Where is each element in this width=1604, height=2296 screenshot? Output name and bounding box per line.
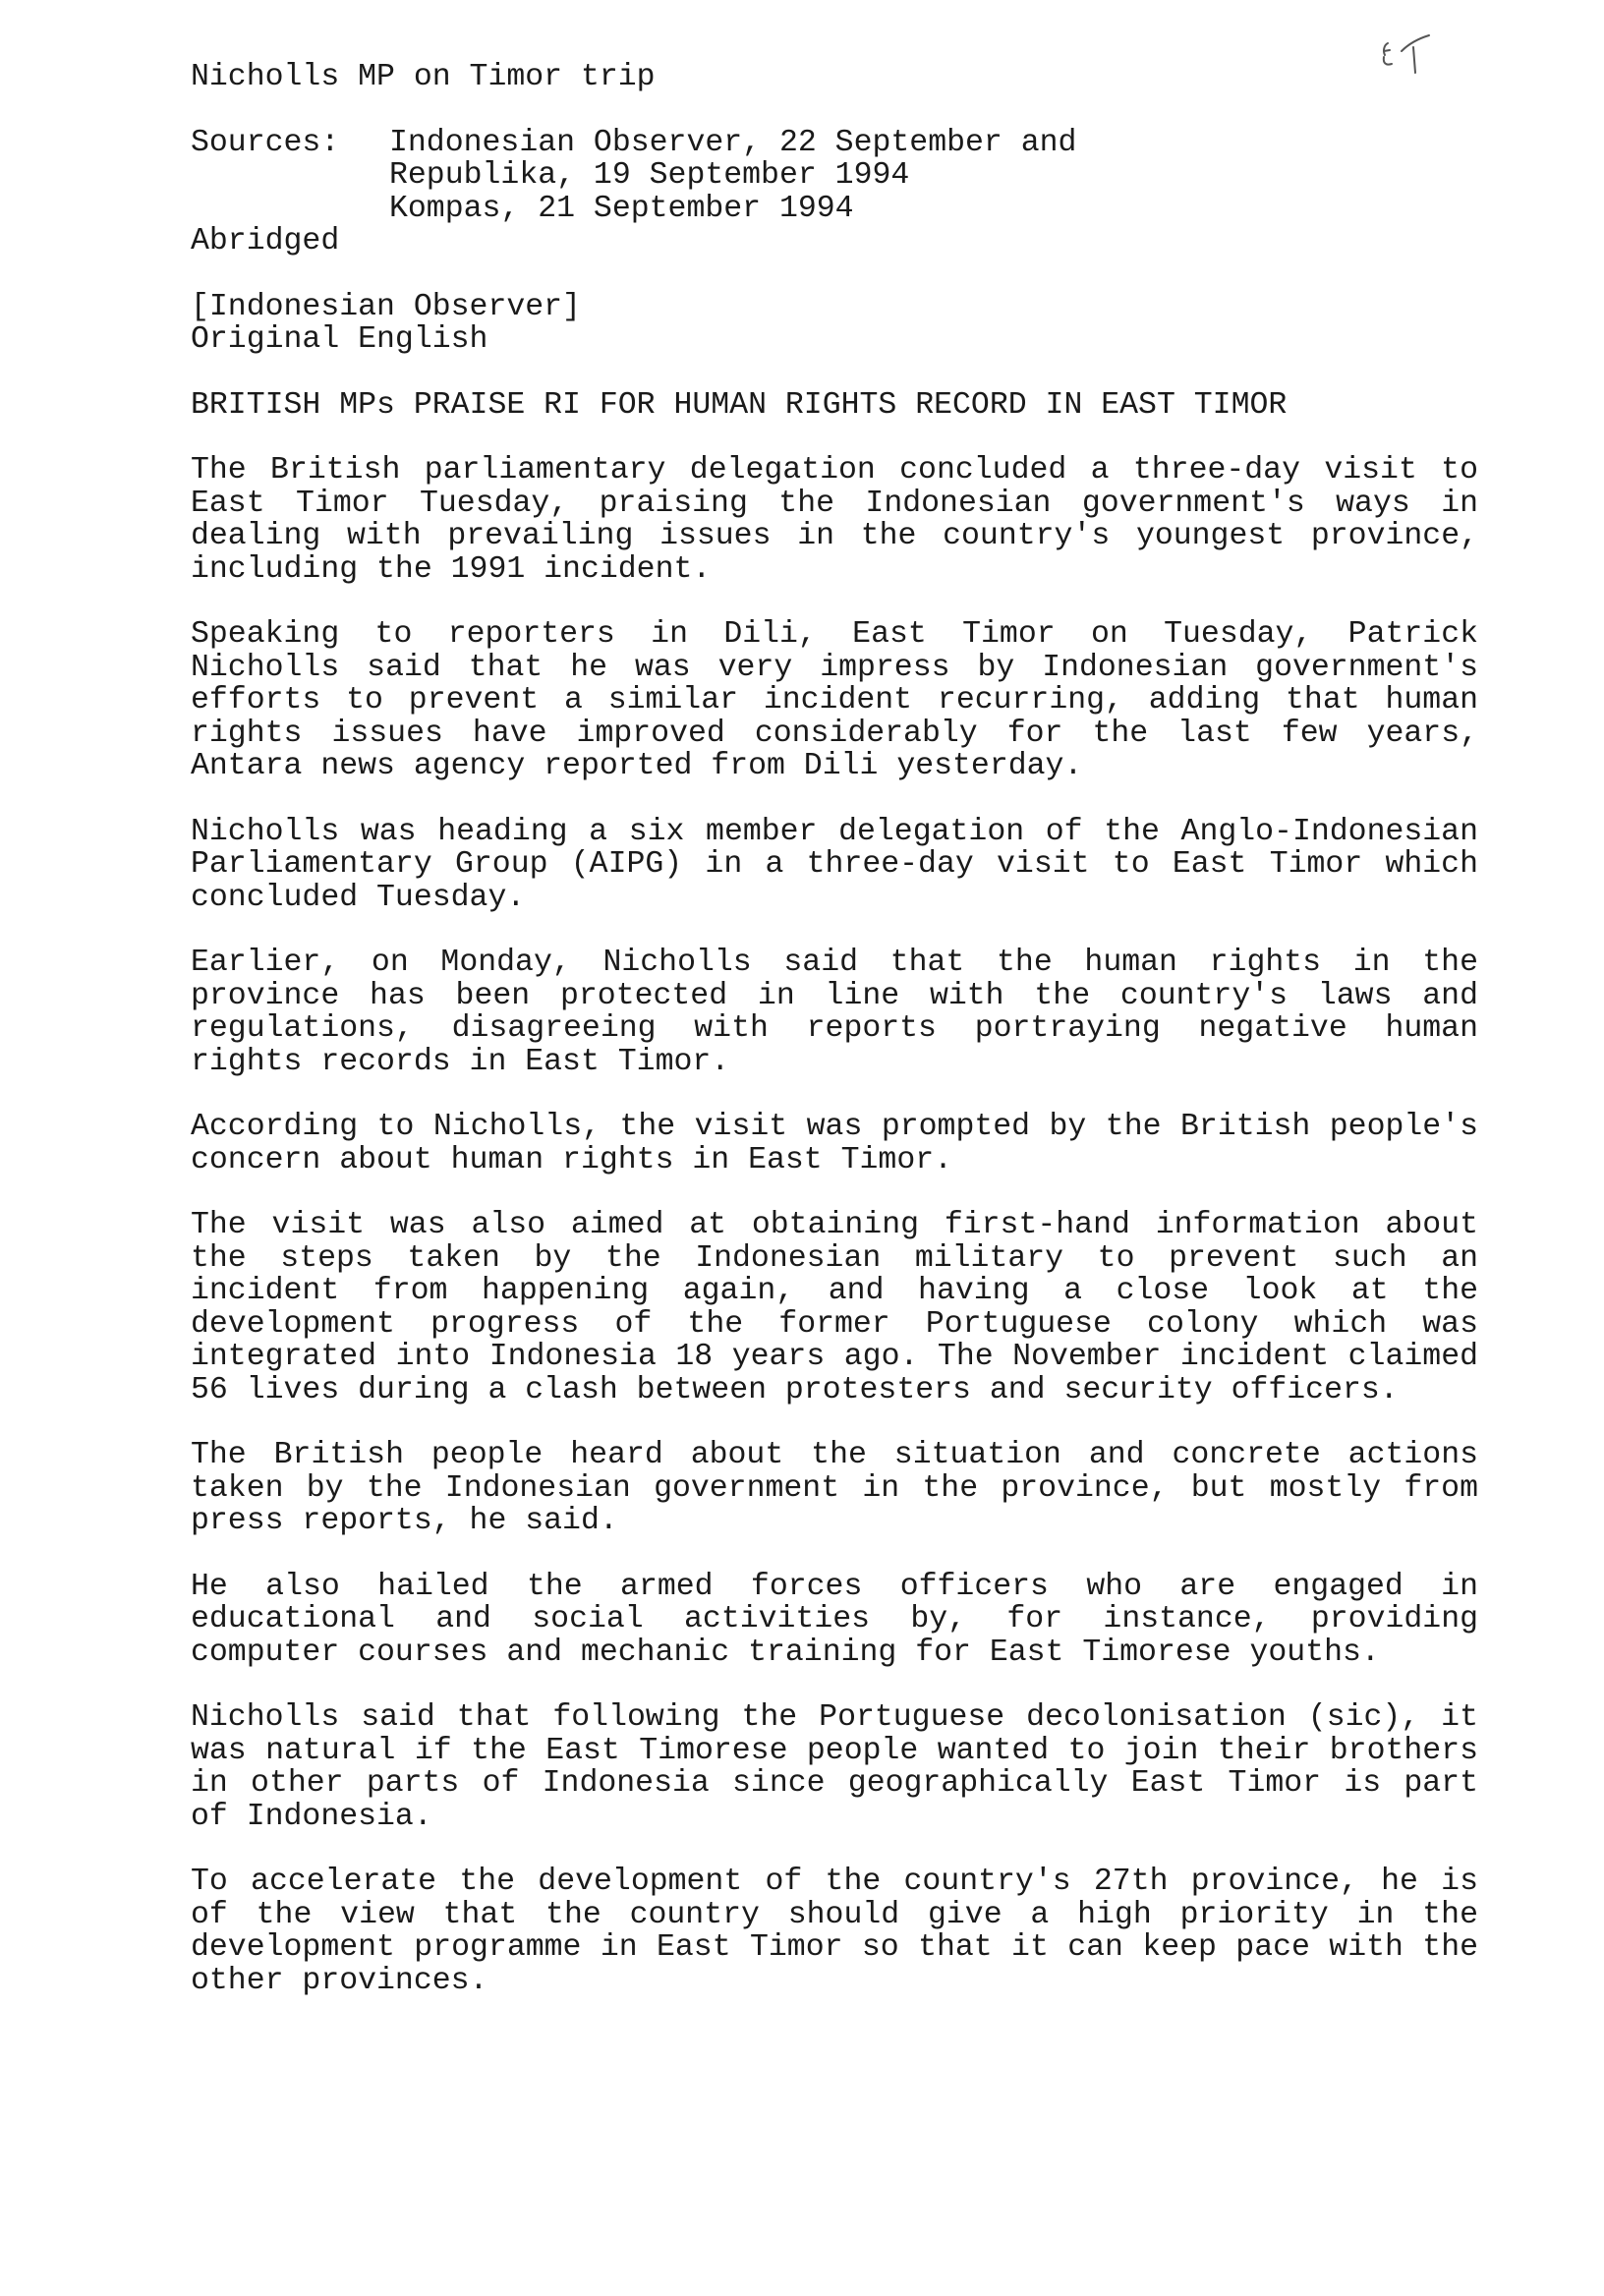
article-paragraph: Speaking to reporters in Dili, East Timor on Tuesday, Patrick Nicholls said that he was very impress by Indonesian government's efforts to prevent a similar incident recurring, adding that human rights issues have improved considerably for the last few years, Antara news agency reported from Dili yesterday. [191,617,1478,783]
article-body [191,454,1478,1997]
article-paragraph: To accelerate the development of the country's 27th province, he is of the view that the country should give a high priority in the development programme in East Timor so that it can keep pace with the other provinces. [191,1865,1478,1998]
source-line: Kompas, 21 September 1994 [389,191,854,226]
article-paragraph: Earlier, on Monday, Nicholls said that the human rights in the province has been protected in line with the country's laws and regulations, disagreeing with reports portraying negative human rights records in East Timor. [191,946,1478,1079]
origin-publication: [Indonesian Observer] [191,289,581,324]
sources-list [389,127,1478,226]
origin-block [191,291,1478,357]
article-paragraph: The British people heard about the situation and concrete actions taken by the Indonesian government in the province, but mostly from press reports, he said. [191,1438,1478,1538]
article-headline: BRITISH MPs PRAISE RI FOR HUMAN RIGHTS RECORD IN EAST TIMOR [191,387,1288,423]
origin-language: Original English [191,322,488,357]
sources-block [191,127,1478,226]
article-paragraph: Nicholls said that following the Portuguese decolonisation (sic), it was natural if the East Timorese people wanted to join their brothers in other parts of Indonesia since geographically East Timor is part of Indonesia. [191,1700,1478,1834]
source-line: Indonesian Observer, 22 September and [389,125,1077,160]
article-paragraph: Nicholls was heading a six member delegation of the Anglo-Indonesian Parliamentary Group (AIPG) in a three-day visit to East Timor which concluded Tuesday. [191,814,1478,915]
article-paragraph: He also hailed the armed forces officers who are engaged in educational and social activities by, for instance, providing computer courses and mechanic training for East Timorese youths. [191,1569,1478,1670]
article-paragraph: The visit was also aimed at obtaining first-hand information about the steps taken by the Indonesian military to prevent such an incident from happening again, and having a close look at the development progress of the former Portuguese colony which was integrated into Indonesia 18 years ago. The November incident claimed 56 lives during a clash between protesters and security officers. [191,1208,1478,1407]
article-paragraph: The British parliamentary delegation concluded a three-day visit to East Timor Tuesday, praising the Indonesian government's ways in dealing with prevailing issues in the country's youngest province, including the 1991 incident. [191,453,1478,587]
sources-label: Sources: [191,125,340,160]
document-title: Nicholls MP on Timor trip [191,60,656,94]
article-paragraph: According to Nicholls, the visit was prompted by the British people's concern about human rights in East Timor. [191,1110,1478,1177]
abridged-note: Abridged [191,224,340,258]
document-page [191,61,1478,1997]
source-line: Republika, 19 September 1994 [389,158,910,193]
